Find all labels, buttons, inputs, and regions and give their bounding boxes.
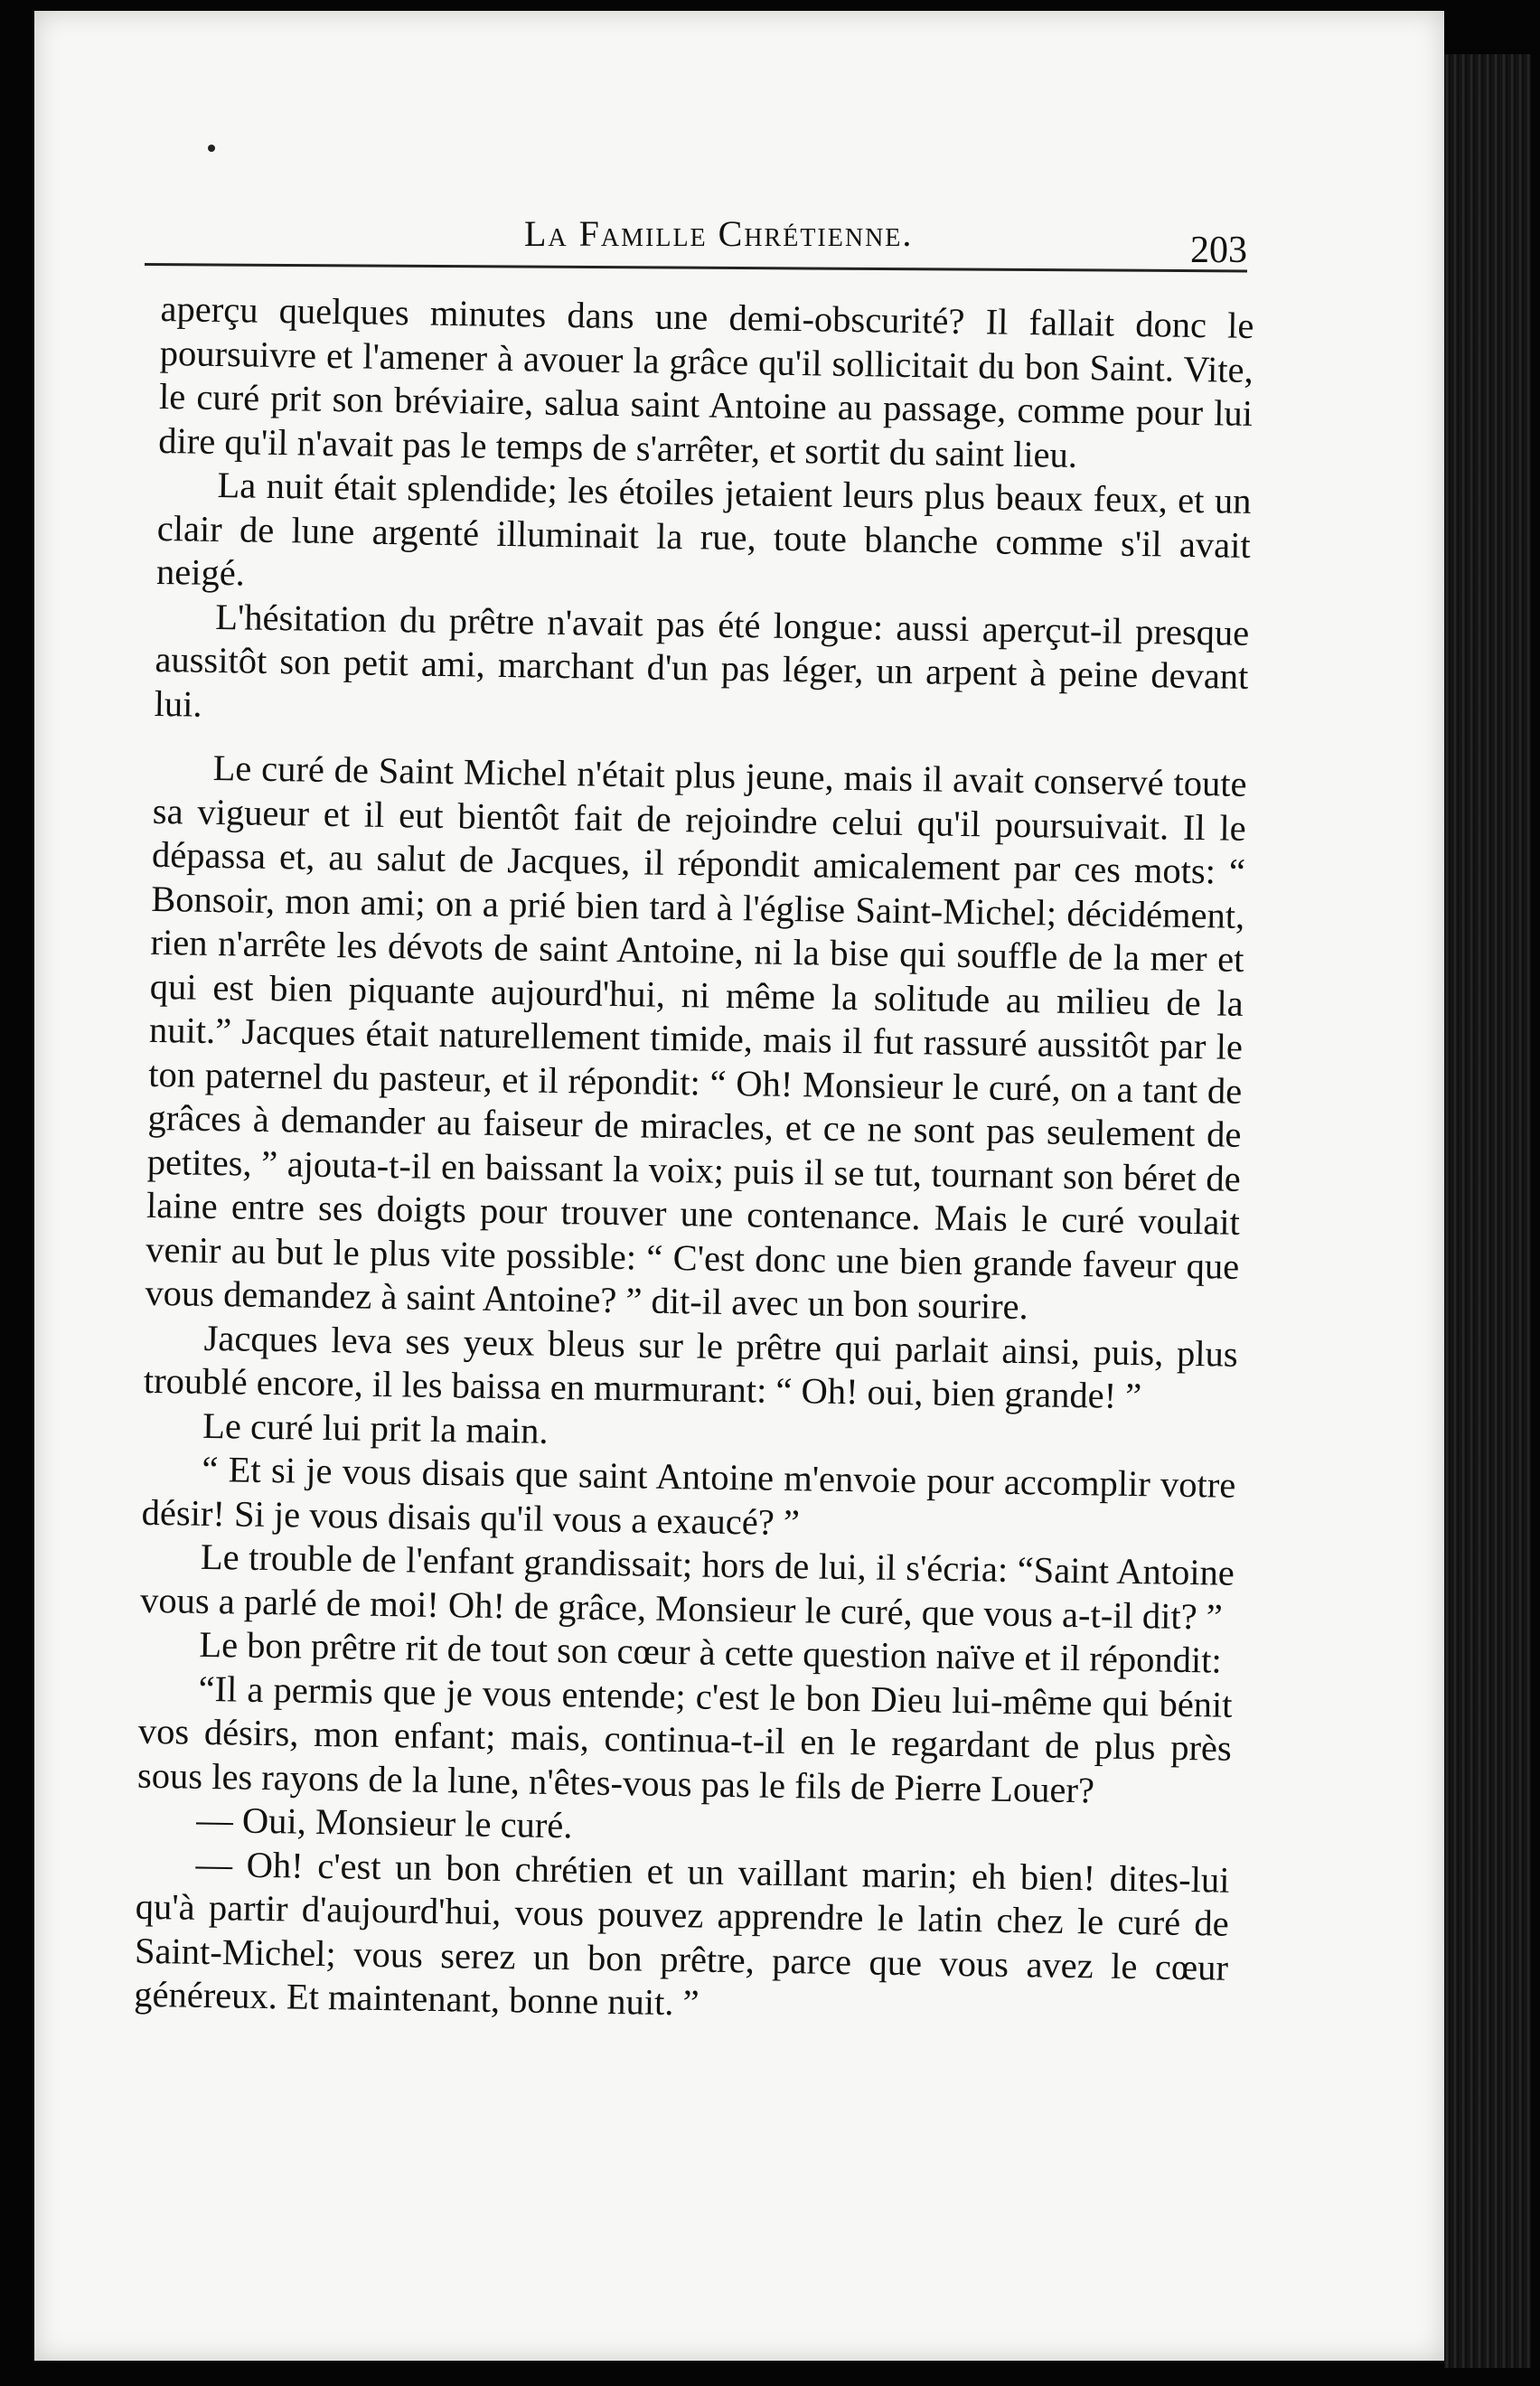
paragraph: “ Et si je vous disais que saint Antoine m'envoie pour accomplir votre désir! Si je vous disais qu'il vous a exaucé? ” — [141, 1448, 1236, 1543]
body-text — [134, 287, 1254, 2034]
header-rule — [145, 263, 1247, 272]
running-head — [145, 212, 1247, 276]
page-number: 203 — [1190, 230, 1247, 271]
paragraph: Le trouble de l'enfant grandissait; hors de lui, il s'écria: “Saint Antoine vous a parlé de moi! Oh! de grâce, Monsieur le curé, que vous a-t-il dit? ” — [139, 1536, 1235, 1638]
paragraph: — Oh! c'est un bon chrétien et un vaillant marin; eh bien! dites-lui qu'à partir d'aujourd'hui, vous pouvez apprendre le latin chez le curé de Saint-Michel; vous serez un bon prêtre, parce que vous avez le cœur généreux. Et maintenant, bonne nuit. ” — [133, 1843, 1230, 2024]
paragraph: Le bon prêtre rit de tout son cœur à cette question naïve et il répondit: — [199, 1623, 1223, 1681]
running-head-title: La Famille Chrétienne. — [524, 213, 914, 254]
paragraph: Jacques leva ses yeux bleus sur le prêtre qui parlait ainsi, puis, plus troublé encore, il les baissa en murmurant: “ Oh! oui, bien grande! ” — [143, 1317, 1238, 1417]
paragraph: aperçu quelques minutes dans une demi-obscurité? Il fallait donc le poursuivre et l'amener à avouer la grâce qu'il sollicitait du bon Saint. Vite, le curé prit son bréviaire, salua saint Antoine au passage, comme pour lui dire qu'il n'avait pas le temps de s'arrêter, et sortit du saint lieu. — [157, 287, 1254, 475]
paragraph: — Oui, Monsieur le curé. — [196, 1799, 573, 1846]
page-edges — [1444, 54, 1531, 2368]
paragraph: La nuit était splendide; les étoiles jetaient leurs plus beaux feux, et un clair de lune argenté illuminait la rue, toute blanche comme s'il avait neigé. — [155, 465, 1252, 594]
ink-speck — [208, 145, 215, 152]
paragraph: “Il a permis que je vous entende; c'est le bon Dieu lui-même qui bénit vos désirs, mon enfant; mais, continua-t-il en le regardant de plus près sous les rayons de la lune, n'êtes-vous pas le fils de Pierre Louer? — [136, 1667, 1233, 1810]
paragraph: Le curé de Saint Michel n'était plus jeune, mais il avait conservé toute sa vigueur et il eut bientôt fait de rejoindre celui qu'il poursuivait. Il le dépassa et, au salut de Jacques, il répondit amicalement par ces mots: “ Bonsoir, mon ami; on a prié bien tard à l'église Saint-Michel; décidément, rien n'arrête les dévots de saint Antoine, ni la bise qui souffle de la mer et qui est bien piquante aujourd'hui, ni même la solitude au milieu de la nuit.” Jacques était naturellement timide, mais il fut rassuré aussitôt par le ton paternel du pasteur, et il répondit: “ Oh! Monsieur le curé, on a tant de grâces à demander au faiseur de miracles, et ce ne sont pas seulement de petites, ” ajouta-t-il en baissant la voix; puis il se tut, tournant son béret de laine entre ses doigts pour trouver une contenance. Mais le curé voulait venir au but le plus vite possible: “ C'est donc une bien grande faveur que vous demandez à saint Antoine? ” dit-il avec un bon sourire. — [145, 747, 1247, 1328]
paragraph: Le curé lui prit la main. — [202, 1404, 549, 1451]
paragraph: L'hésitation du prêtre n'avait pas été longue: aussi aperçut-il presque aussitôt son petit ami, marchant d'un pas léger, un arpent à peine devant lui. — [154, 596, 1250, 725]
